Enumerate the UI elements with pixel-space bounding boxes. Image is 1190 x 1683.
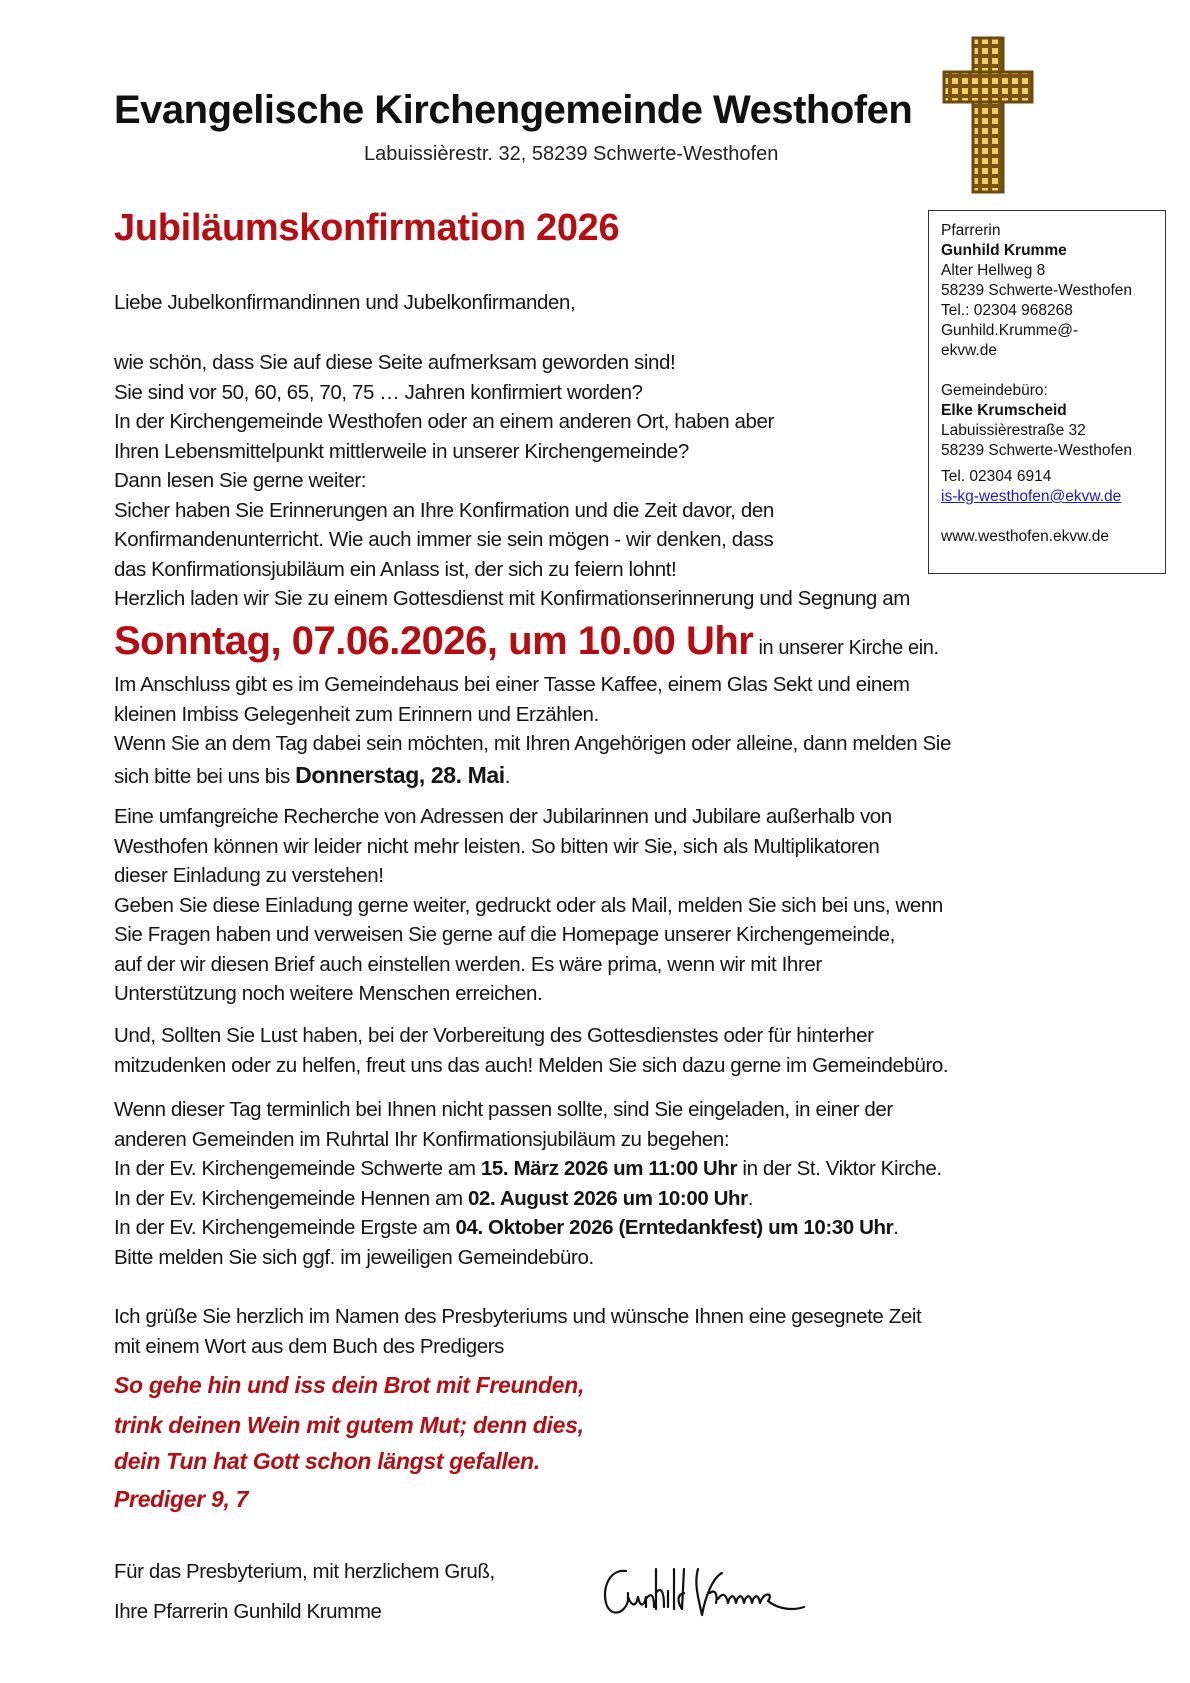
office-name: Elke Krumscheid — [941, 402, 1067, 419]
text-line: mit einem Wort aus dem Buch des Predigers — [114, 1334, 504, 1358]
deadline-prefix: sich bitte bei uns bis — [114, 764, 296, 788]
org-address: Labuissièrestr. 32, 58239 Schwerte-Westhofen — [364, 143, 779, 165]
alternative-item: In der Ev. Kirchengemeinde Hennen am 02. August 2026 um 10:00 Uhr. — [114, 1186, 754, 1210]
text-line: mitzudenken oder zu helfen, freut uns das auch! Melden Sie sich dazu gerne im Gemeindebüro. — [114, 1053, 949, 1077]
text-line: Für das Presbyterium, mit herzlichem Gruß, — [114, 1560, 495, 1583]
alternative-item: In der Ev. Kirchengemeinde Ergste am 04. Oktober 2026 (Erntedankfest) um 10:30 Uhr. — [114, 1216, 899, 1239]
text-line: dieser Einladung zu verstehen! — [114, 864, 384, 887]
text-line: In der Kirchengemeinde Westhofen oder an einem anderen Ort, haben aber — [114, 410, 774, 433]
event-date: Sonntag, 07.06.2026, um 10.00 Uhr — [114, 619, 754, 663]
verse-line: So gehe hin und iss dein Brot mit Freunden, — [114, 1372, 585, 1398]
alternative-date: 02. August 2026 um 10:00 Uhr — [468, 1186, 748, 1210]
text-line: auf der wir diesen Brief auch einstellen werden. Es wäre prima, wenn wir mit Ihrer — [114, 952, 822, 976]
intro-paragraph — [114, 348, 910, 614]
pastor-city: 58239 Schwerte-Westhofen — [941, 282, 1132, 299]
research-paragraph — [114, 802, 943, 1009]
office-role: Gemeindebüro: — [941, 382, 1048, 399]
pastor-email-1: Gunhild.Krumme@- — [941, 322, 1079, 339]
text-line: Herzlich laden wir Sie zu einem Gottesdienst mit Konfirmationserinnerung und Segnung am — [114, 587, 910, 610]
text-line: Wenn dieser Tag terminlich bei Ihnen nicht passen sollte, sind Sie eingeladen, in einer der — [114, 1098, 893, 1121]
text-line: Und, Sollten Sie Lust haben, bei der Vorbereitung des Gottesdienstes oder für hinterher — [114, 1024, 874, 1047]
text-line: Sie sind vor 50, 60, 65, 70, 75 … Jahren konfirmiert worden? — [114, 380, 643, 404]
deadline-line — [114, 759, 951, 793]
office-email-link[interactable]: is-kg-westhofen@ekvw.de — [941, 488, 1122, 505]
pastor-name: Gunhild Krumme — [941, 242, 1067, 259]
alternative-item: In der Ev. Kirchengemeinde Schwerte am 15. März 2026 um 11:00 Uhr in der St. Viktor Kirche. — [114, 1157, 942, 1180]
text-line: Bitte melden Sie sich ggf. im jeweiligen Gemeindebüro. — [114, 1245, 594, 1269]
text-line: Sicher haben Sie Erinnerungen an Ihre Konfirmation und die Zeit davor, den — [114, 498, 774, 522]
signature-image — [598, 1563, 808, 1623]
event-line — [114, 618, 939, 671]
cross-icon — [940, 36, 1035, 194]
text-line: wie schön, dass Sie auf diese Seite aufmerksam geworden sind! — [114, 351, 676, 374]
text-line: Konfirmandenunterricht. Wie auch immer sie sein mögen - wir denken, dass — [114, 528, 774, 551]
text-line: kleinen Imbiss Gelegenheit zum Erinnern und Erzählen. — [114, 702, 599, 726]
office-phone: Tel. 02304 6914 — [941, 468, 1052, 485]
text-line: Ihre Pfarrerin Gunhild Krumme — [114, 1600, 382, 1623]
deadline-suffix: . — [504, 764, 511, 788]
pastor-phone: Tel.: 02304 968268 — [941, 302, 1073, 319]
alternatives-paragraph — [114, 1095, 942, 1272]
event-place: in unserer Kirche ein. — [753, 637, 939, 659]
pastor-email-2: ekvw.de — [941, 342, 998, 359]
text-line: Eine umfangreiche Recherche von Adressen der Jubilarinnen und Jubilare außerhalb von — [114, 805, 892, 828]
verse-reference: Prediger 9, 7 — [114, 1486, 249, 1512]
text-line: Im Anschluss gibt es im Gemeindehaus bei einer Tasse Kaffee, einem Glas Sekt und einem — [114, 673, 910, 696]
help-paragraph — [114, 1021, 948, 1080]
pastor-street: Alter Hellweg 8 — [941, 262, 1046, 279]
closing — [114, 1552, 495, 1632]
office-website: www.westhofen.ekvw.de — [941, 528, 1110, 545]
verse-line: dein Tun hat Gott schon längst gefallen. — [114, 1448, 540, 1474]
alternative-date: 15. März 2026 um 11:00 Uhr — [480, 1157, 738, 1180]
office-city: 58239 Schwerte-Westhofen — [941, 442, 1132, 459]
verse-line: trink deinen Wein mit gutem Mut; denn dies, — [114, 1412, 584, 1438]
text-line: Unterstützung noch weitere Menschen erreichen. — [114, 982, 543, 1005]
alternative-date: 04. Oktober 2026 (Erntedankfest) um 10:30 Uhr — [455, 1216, 894, 1239]
text-line: Ihren Lebensmittelpunkt mittlerweile in unserer Kirchengemeinde? — [114, 439, 689, 463]
office-street: Labuissièrestraße 32 — [941, 422, 1086, 439]
text-line: Wenn Sie an dem Tag dabei sein möchten, mit Ihren Angehörigen oder alleine, dann melden Sie — [114, 732, 951, 755]
text-line: Sie Fragen haben und verweisen Sie gerne auf die Homepage unserer Kirchengemeinde, — [114, 923, 895, 946]
text-line: Westhofen können wir leider nicht mehr leisten. So bitten wir Sie, sich als Multiplikatoren — [114, 834, 880, 858]
org-name: Evangelische Kirchengemeinde Westhofen — [114, 88, 913, 132]
text-line: das Konfirmationsjubiläum ein Anlass ist, der sich zu feiern lohnt! — [114, 557, 677, 581]
text-line: anderen Gemeinden im Ruhrtal Ihr Konfirmationsjubiläum zu begehen: — [114, 1127, 730, 1151]
text-line: Geben Sie diese Einladung gerne weiter, gedruckt oder als Mail, melden Sie sich bei uns, wenn — [114, 893, 943, 917]
page-title: Jubiläumskonfirmation 2026 — [114, 207, 620, 249]
greeting-paragraph — [114, 1302, 921, 1361]
pastor-role: Pfarrerin — [941, 222, 1001, 239]
after-paragraph — [114, 670, 951, 793]
contact-box — [928, 210, 1166, 574]
text-line: Dann lesen Sie gerne weiter: — [114, 469, 367, 492]
salutation: Liebe Jubelkonfirmandinnen und Jubelkonfirmanden, — [114, 291, 576, 314]
text-line: Ich grüße Sie herzlich im Namen des Presbyteriums und wünsche Ihnen eine gesegnete Zeit — [114, 1305, 922, 1328]
deadline-date: Donnerstag, 28. Mai — [295, 761, 505, 788]
